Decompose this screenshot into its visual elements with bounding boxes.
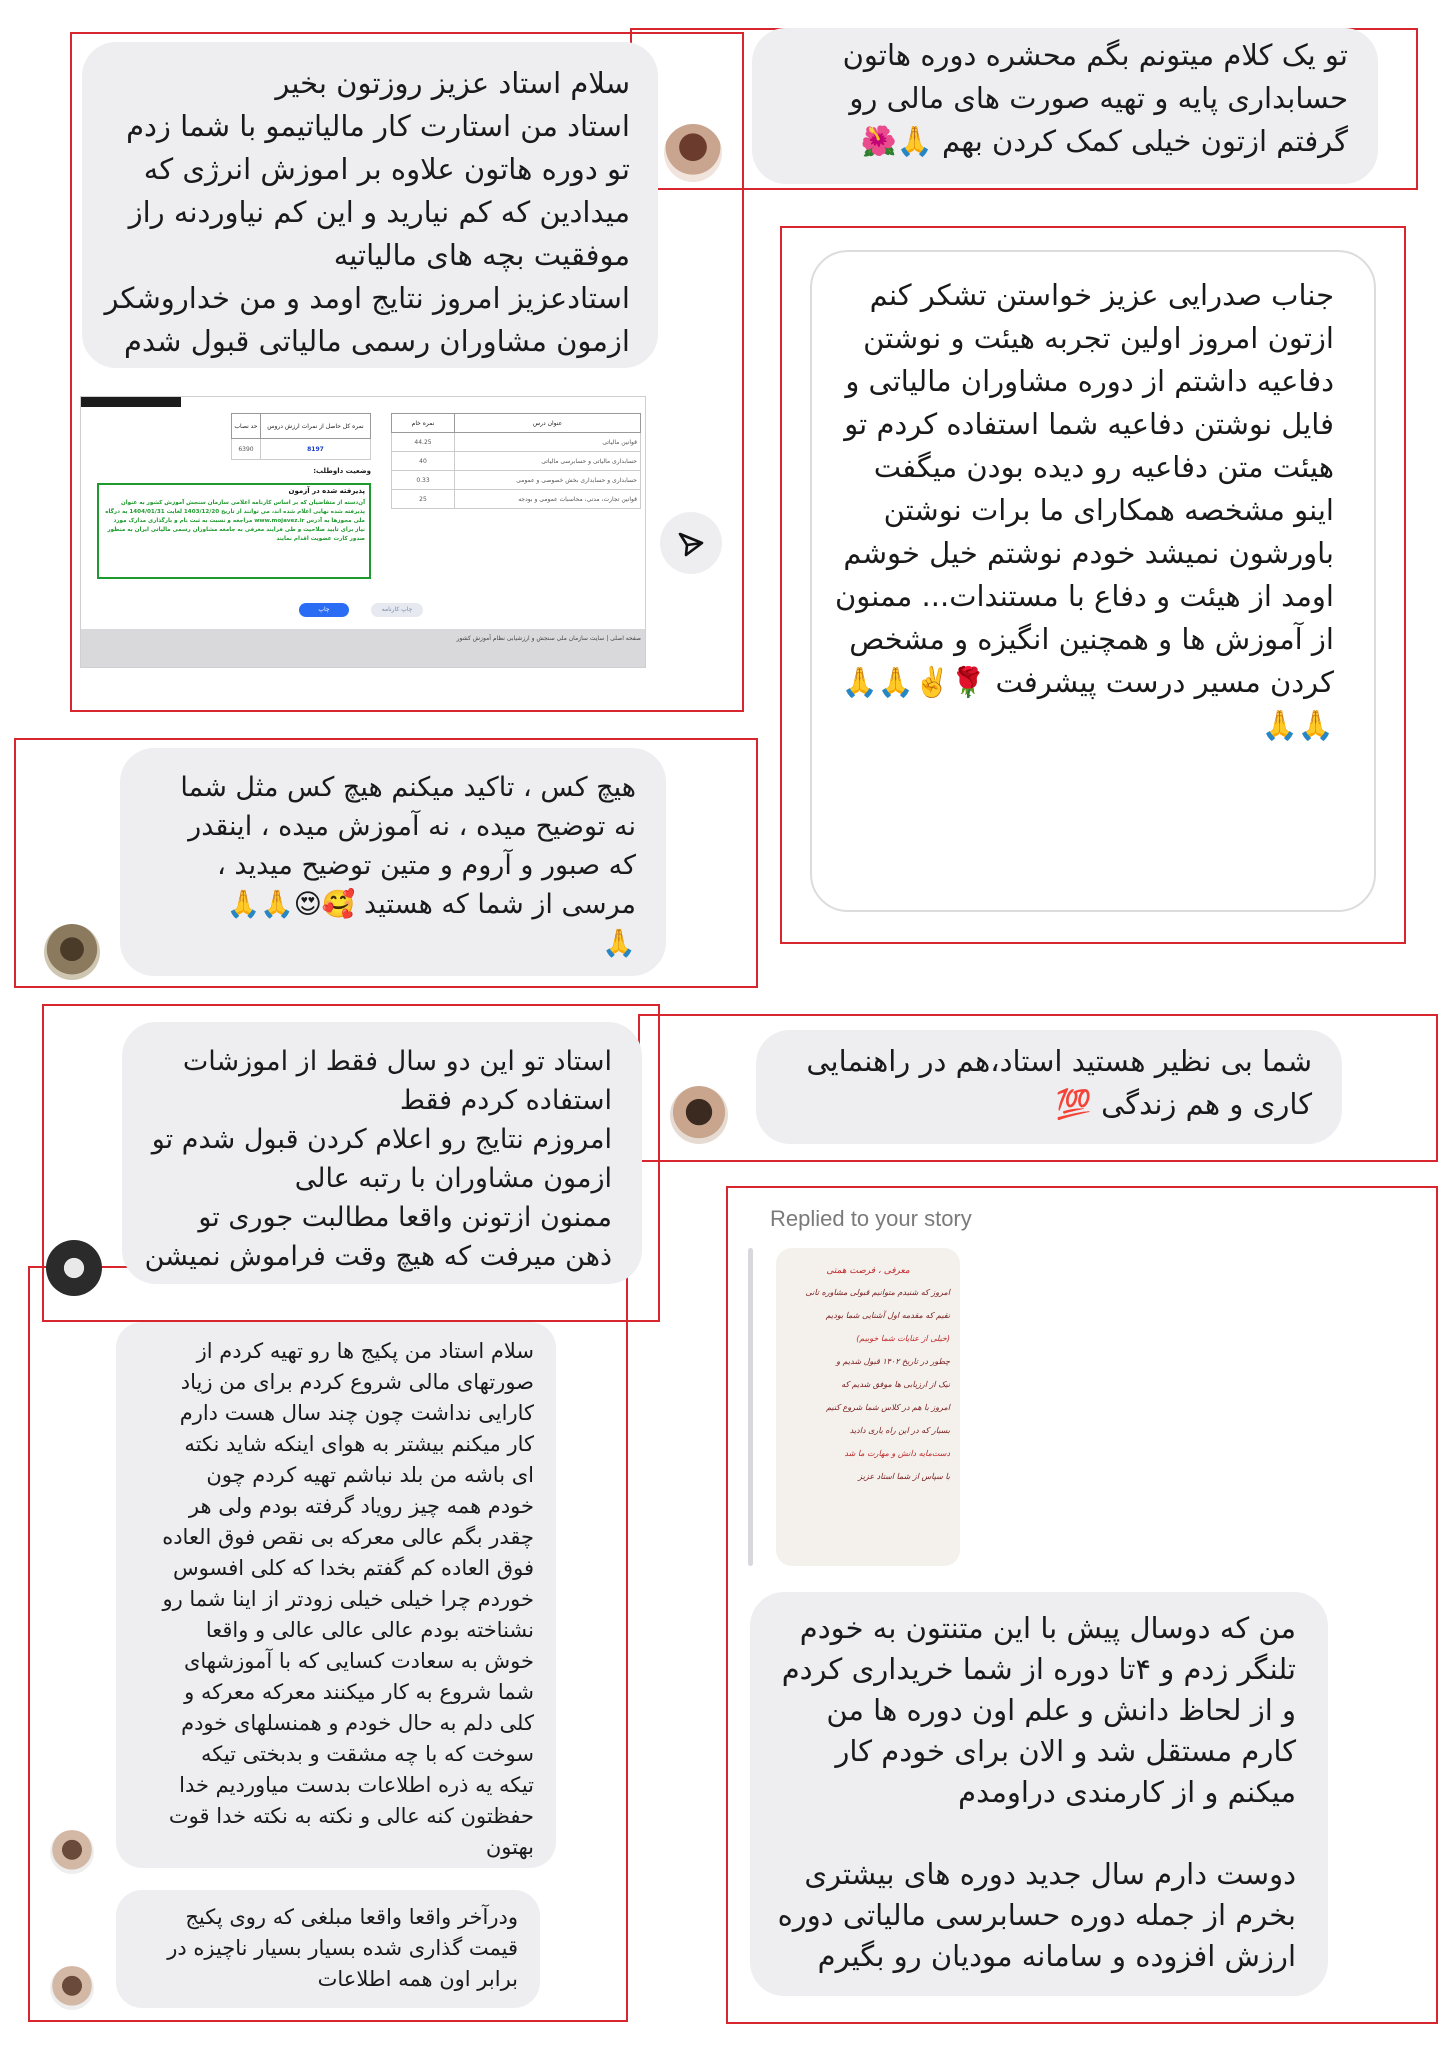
print-report-button[interactable]: چاپ کارنامه: [371, 603, 423, 617]
table-header: نمره خام: [392, 414, 455, 433]
message-line: جناب صدرایی عزیز: [1101, 278, 1334, 312]
total-score-table: [231, 413, 371, 460]
table-header: حد نصاب: [232, 414, 261, 439]
story-note-line: بسیار که در این راه یاری دادید: [849, 1426, 950, 1435]
message-line: خواستن تشکر کنم ازتون: [869, 278, 1334, 355]
avatar: [46, 1240, 102, 1296]
message-line: مرسی از شما که هستید 🥰😍🙏🙏: [226, 889, 636, 920]
story-thumbnail[interactable]: [776, 1248, 960, 1566]
message-bubble-8: [116, 1890, 540, 2008]
screenshot-top-bar: [81, 397, 181, 407]
story-note-line: امروز با هم در کلاس شما شروع کنیم: [826, 1403, 950, 1412]
message-line: امروز اولین تجربه هیئت و نوشتن دفاعیه: [863, 321, 1334, 398]
message-line: خیل خوشم اومد از هیئت و دفاع با: [843, 536, 1334, 613]
message-line: شما شروع به کار میکنند معرکه معرکه و: [184, 1680, 534, 1704]
message-line: مستندات...: [921, 579, 1059, 613]
table-header: عنوان درس: [455, 414, 641, 433]
message-line: گرفتم ازتون خیلی کمک کردن بهم 🙏🌺: [860, 124, 1348, 158]
table-cell: 0.33: [392, 471, 455, 490]
message-line: و از لحاظ دانش و علم اون دوره ها من: [826, 1693, 1296, 1727]
message-line: کارایی نداشت چون چند سال هست دارم: [179, 1401, 534, 1425]
message-line: کار میکنم بیشتر به هوای اینکه شاید نکته: [184, 1432, 534, 1456]
message-line: نوشتن باورشون نمیشد خودم نوشتم: [883, 493, 1334, 570]
acceptance-box: [97, 483, 371, 579]
avatar: [50, 1830, 94, 1874]
message-line: استادعزیز امروز نتایج اومد و من خداروشکر: [104, 281, 630, 315]
message-line: دفاعیه شما استفاده کردم: [876, 407, 1185, 441]
story-note-line: چطور در تاریخ ۱۴۰۲ قبول شدیم و: [836, 1357, 950, 1366]
message-line: مشخص کردن مسیر درست پیشرفت: [849, 622, 1334, 699]
story-note-line: (خیلی از عنایات شما خوبیم): [856, 1334, 950, 1343]
message-line: سلام استاد من پکیج ها رو تهیه کردم از: [196, 1339, 534, 1363]
message-bubble-1: [82, 42, 658, 368]
table-cell: حسابداری و حسابداری بخش خصوصی و عمومی: [455, 471, 641, 490]
message-line: دوست دارم سال جدید دوره های بیشتری: [804, 1857, 1296, 1891]
story-note-line: نیک از ارزیابی ها موفق شدیم که: [841, 1380, 950, 1389]
table-cell: قوانین مالیاتی: [455, 433, 641, 452]
message-line: استاد من استارت کار مالیاتیمو با شما زدم: [126, 109, 630, 143]
message-line: حفظتون کنه عالی و نکته به نکته خدا قوت: [168, 1804, 534, 1828]
message-line: تو یک کلام میتونم بگم محشره دوره هاتون: [842, 38, 1348, 72]
message-line: میگفت اینو مشخصه همکارای ما برات: [873, 450, 1334, 527]
message-line: بهتون: [485, 1835, 534, 1859]
message-line: هیچ کس ، تاکید میکنم هیچ کس مثل شما: [180, 772, 636, 803]
message-line: ذهن میرفت که هیچ وقت فراموش نمیشن: [144, 1241, 612, 1272]
message-line: قیمت گذاری شده بسیار بسیار ناچیزه در: [167, 1936, 518, 1960]
grades-table: [391, 413, 641, 509]
message-line: موفقیت بچه های مالیاتیه: [333, 238, 630, 272]
threshold-value: 6390: [232, 439, 261, 460]
message-line: تو هیئت متن دفاعیه رو دیده بودن: [844, 407, 1334, 484]
message-bubble-7: [116, 1322, 556, 1868]
table-cell: 40: [392, 452, 455, 471]
message-line: میکنم و از کارمندی دراومدم: [958, 1775, 1296, 1809]
story-reply-bar: [748, 1248, 753, 1566]
message-line: برابر اون همه اطلاعات: [317, 1967, 518, 1991]
message-line: میدادین که کم نیارید و این کم نیاوردنه راز: [128, 195, 630, 229]
message-bubble-5: [122, 1022, 642, 1284]
message-line: سلام استاد عزیز روزتون بخیر: [275, 66, 630, 100]
message-line: ارزش افزوده و سامانه مودیان رو بگیرم: [817, 1939, 1296, 1973]
message-line: ممنون ازتونن واقعا مطالبت جوری تو: [198, 1202, 612, 1233]
candidate-status-label: وضعیت داوطلب:: [313, 467, 371, 475]
story-note-line: نقیم که مقدمه اول آشنایی شما بودیم: [825, 1311, 950, 1320]
message-line: کلی دلم به حال خودم و همنسلهای خودم: [181, 1711, 534, 1735]
footer-text: صفحه اصلی | سایت سازمان ملی سنجش و ارزشیابی نظام آموزش کشور: [456, 635, 641, 642]
avatar: [44, 924, 100, 980]
table-cell: 25: [392, 490, 455, 509]
message-line: 🙏: [602, 928, 636, 959]
message-bubble-6: [756, 1030, 1342, 1144]
message-line: نه توضیح میده ، نه آموزش میده ، اینقدر: [188, 811, 636, 842]
message-line: تو دوره هاتون علاوه بر اموزش انرژی که: [143, 152, 630, 186]
message-line: تیکه یه ذره اطلاعات بدست میاوردیم خدا: [179, 1773, 534, 1797]
send-icon: [660, 512, 722, 574]
message-line: 🌹✌️🙏🙏🙏🙏: [841, 665, 1334, 742]
table-header: نمره کل حاصل از نمرات ارزش دروس: [260, 414, 370, 439]
avatar: [664, 124, 722, 182]
message-line: خوردم چرا خیلی خیلی زودتر از اینا شما رو: [162, 1587, 534, 1611]
message-line: بخرم از جمله دوره حسابرسی مالیاتی دوره: [777, 1898, 1296, 1932]
message-line: داشتم: [1174, 364, 1248, 398]
message-line: صورتهای مالی شروع کردم برای من زیاد: [180, 1370, 534, 1394]
story-note-line: امروز که شنیدم متوانیم قبولی مشاوره تانی: [805, 1288, 950, 1297]
message-line: که صبور و آروم و متین توضیح میدید ،: [217, 850, 636, 881]
share-button[interactable]: [660, 512, 722, 574]
message-line: ودرآخر واقعا واقعا مبلغی که روی پکیج: [185, 1905, 518, 1929]
avatar: [50, 1966, 94, 2010]
message-line: از دوره مشاوران مالیاتی و فایل نوشتن: [845, 364, 1334, 441]
message-line: نشناخته بودم عالی عالی عالی و واقعا: [205, 1618, 534, 1642]
message-line: حسابداری پایه و تهیه صورت های مالی رو: [849, 81, 1348, 115]
total-score-value: 8197: [260, 439, 370, 460]
message-line: کاری و هم زندگی 💯: [1055, 1087, 1312, 1121]
message-line: استاد تو این دو سال فقط از اموزشات: [182, 1046, 612, 1077]
attached-result-screenshot[interactable]: [80, 396, 646, 668]
acceptance-text: آن‌دسته از متقاضیان که بر اساس کارنامه اعلامی سازمان سنجش آموزش کشور به عنوان پذیرفته شده نهایی اعلام شده اند، می توانند از تاریخ 1403/12/20 لغایت 1404/01/31 به درگاه ملی مجوزها به آدرس www.mojavez.ir مراجعه و نسبت به ثبت نام و بارگذاری مدارک مورد نیاز برای تایید صلاحیت و طی فرایند معرفی به جامعه مشاوران رسمی مالیاتی ایران به منظور صدور کارت عضویت اقدام نمایند: [105, 500, 365, 542]
message-bubble-3: [810, 250, 1376, 912]
story-reply-label: Replied to your story: [770, 1206, 972, 1231]
acceptance-title: پذیرفته شده در آزمون: [288, 487, 365, 495]
message-line: خوش به سعادت کسایی که با آموزشهای: [183, 1649, 534, 1673]
message-bubble-4: [120, 748, 666, 976]
message-line: ازمون مشاوران رسمی مالیاتی قبول شدم: [124, 324, 630, 358]
message-line: سوخت که با چه مشقت و بدبختی تیکه: [200, 1742, 534, 1766]
table-cell: قوانین تجارت، مدنی، محاسبات عمومی و بودجه: [455, 490, 641, 509]
story-note-line: با سپاس از شما استاد عزیز: [858, 1472, 950, 1481]
message-line: تلنگر زدم و ۴تا دوره از شما خریداری کردم: [781, 1652, 1296, 1686]
message-line: شما بی نظیر هستید استاد،هم در راهنمایی: [806, 1044, 1312, 1078]
message-line: خودم همه چیز رویاد گرفته بودم ولی هر: [188, 1494, 534, 1518]
message-bubble-2: [752, 28, 1378, 184]
message-line: کارم مستقل شد و الان برای خودم کار: [835, 1734, 1296, 1768]
story-note-line: دست‌مایه دانش و مهارت ما شد: [844, 1449, 950, 1458]
message-line: ازمون مشاوران با رتبه عالی: [294, 1163, 612, 1194]
message-line: چقدر بگم عالی معرکه بی نقص فوق العاده: [162, 1525, 534, 1549]
message-line: ممنون از آموزش ها و همچنین انگیزه و: [834, 579, 1334, 656]
table-cell: حسابداری مالیاتی و حسابرسی مالیاتی: [455, 452, 641, 471]
avatar: [670, 1086, 728, 1144]
story-note-line: معرفی ، فرصت همتی: [826, 1266, 910, 1276]
message-line: [760, 1813, 1296, 1854]
message-line: استفاده کردم فقط: [399, 1085, 612, 1116]
message-line: امروزم نتایج رو اعلام کردن قبول شدم تو: [151, 1124, 612, 1155]
message-bubble-9: [750, 1592, 1328, 1996]
print-button[interactable]: چاپ: [299, 603, 349, 617]
message-line: فوق العاده کم گفتم بخدا که کلی افسوس: [173, 1556, 534, 1580]
message-line: من که دوسال پیش با این متنتون به خودم: [799, 1611, 1296, 1645]
table-cell: 44.25: [392, 433, 455, 452]
screenshot-footer: [81, 629, 646, 668]
message-line: ای باشه من بلد نباشم تهیه کردم چون: [206, 1463, 534, 1487]
